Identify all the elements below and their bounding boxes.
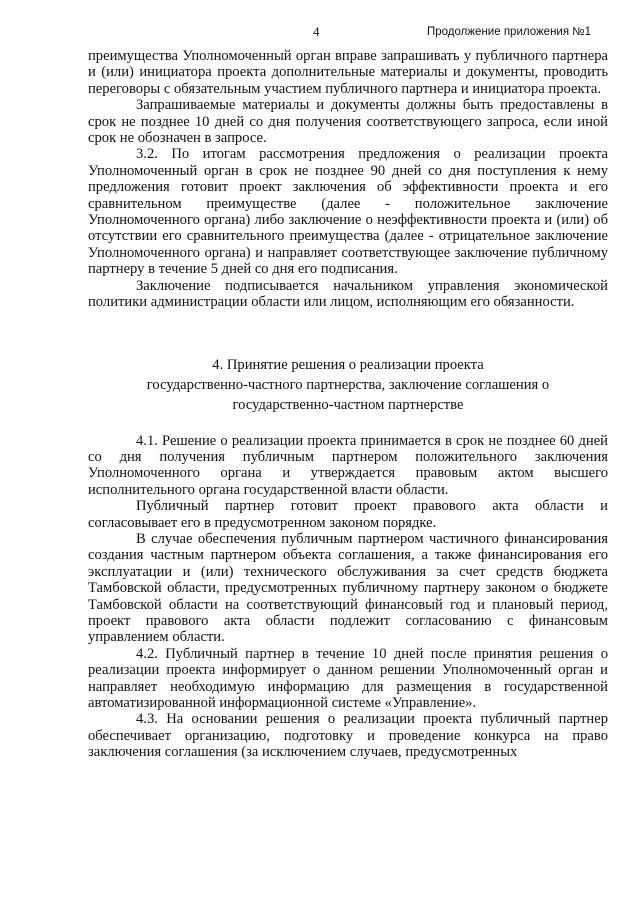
paragraph-continuation: преимущества Уполномоченный орган вправе запрашивать у публичного партнера и (или) инициатора проекта дополнительные материалы и документы, проводить переговоры с обязательным участием публичного партнера и инициатора проекта. [88,48,608,97]
paragraph-4-1: 4.1. Решение о реализации проекта принимается в срок не позднее 60 дней со дня получения публичным партнером положительного заключения Уполномоченного органа и утверждается правовым актом высшего исполнительного органа государственной власти области. [88,432,608,498]
paragraph-3-2: 3.2. По итогам рассмотрения предложения о реализации проекта Уполномоченный орган в срок не позднее 90 дней со дня поступления к нему предложения готовит проект заключения об эффективности проекта и его сравнительном преимуществе (далее - положительное заключение Уполномоченного органа) либо заключение о неэффективности проекта и (или) об отсутствии его сравнительного преимущества (далее - отрицательное заключение Уполномоченного органа) и направляет соответствующее заключение публичному партнеру в течение 5 дней со дня его подписания. [88,146,608,278]
section-heading-line: государственно-частном партнерстве [232,396,464,413]
section-heading [88,355,608,415]
running-title: Продолжение приложения №1 [427,26,591,38]
paragraph: Публичный партнер готовит проект правового акта области и согласовывает его в предусмотренном законом порядке. [88,498,608,531]
section-spacer [88,311,608,355]
paragraph-4-2: 4.2. Публичный партнер в течение 10 дней после принятия решения о реализации проекта информирует о данном решении Уполномоченный орган и направляет необходимую информацию для размещения в государственной автоматизированной информационной системе «Управление». [88,645,608,711]
paragraph: Заключение подписывается начальником управления экономической политики администрации области или лицом, исполняющим его обязанности. [88,277,608,311]
document-body [88,48,608,761]
paragraph-4-3: 4.3. На основании решения о реализации проекта публичный партнер обеспечивает организацию, подготовку и проведение конкурса на право заключения соглашения (за исключением случаев, предусмотренных [88,711,608,761]
section-heading-line: 4. Принятие решения о реализации проекта [212,356,484,373]
paragraph: В случае обеспечения публичным партнером частичного финансирования создания частным партнером объекта соглашения, а также финансирования его эксплуатации и (или) технического обслуживания за счет средств бюджета Тамбовской области, предусмотренных публичному партнеру законом о бюджете Тамбовской области на соответствующий финансовый год и плановый период, проект правового акта области подлежит согласованию с финансовым управлением области. [88,530,608,646]
page-number: 4 [313,24,320,39]
paragraph: Запрашиваемые материалы и документы должны быть предоставлены в срок не позднее 10 дней со дня получения соответствующего запроса, если иной срок не обозначен в запросе. [88,97,608,147]
section-heading-line: государственно-частного партнерства, заключение соглашения о [146,376,550,393]
